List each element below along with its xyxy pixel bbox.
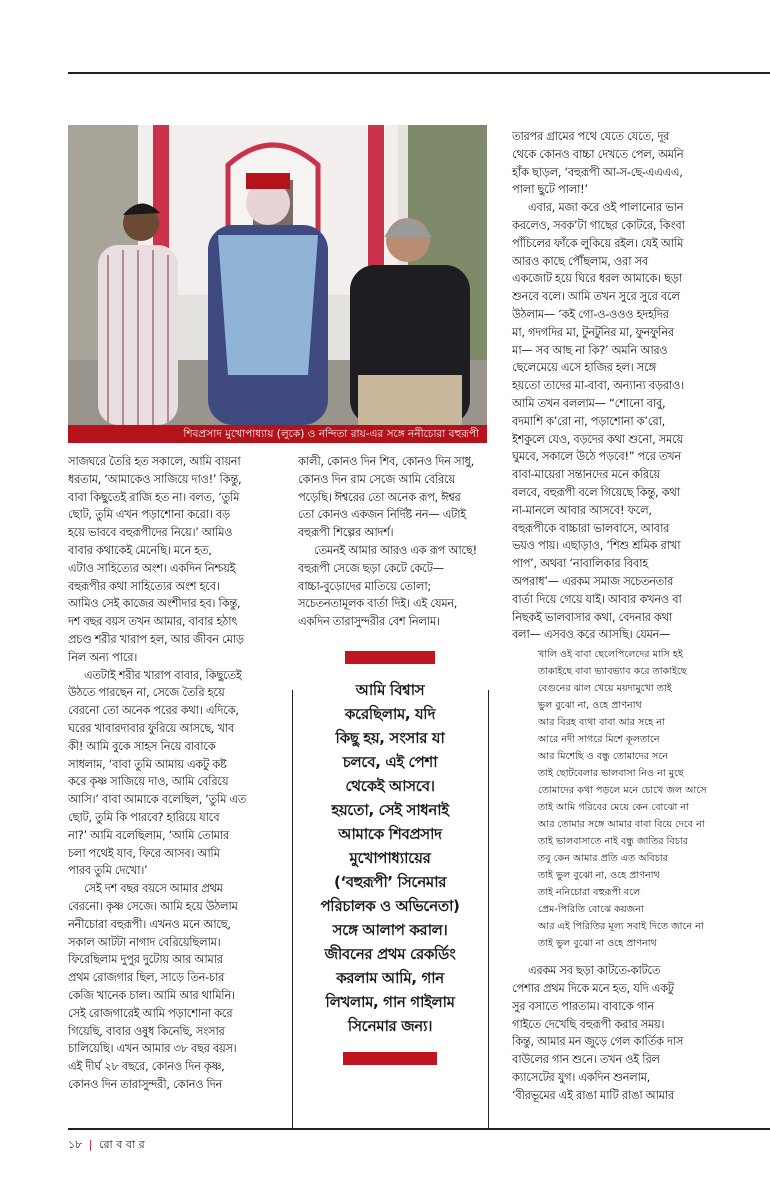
photo-illustration (68, 125, 487, 425)
text-line: বলবে, বহুরূপী বলে গিয়েছে কিন্তু, কথা (512, 484, 680, 499)
column-divider-right (488, 690, 489, 1128)
text-line: বাবা-মায়েরা সন্তানদের মনে করিয়ে (512, 467, 660, 482)
pull-quote-line: আমাকে শিবপ্রসাদ (338, 824, 442, 843)
poem-line: তবু কেন আমার প্রতি এত অবিচার (538, 853, 668, 865)
text-line: হয়তো তাদের মা-বাবা, অন্যান্য বড়রাও। (512, 378, 684, 393)
text-line: পালা ছুটে পালা!’ (512, 182, 588, 197)
column-divider-left (292, 690, 293, 1128)
text-line: ছোট, তুমি এখন পড়াশোনা করো। বড় (68, 507, 230, 522)
column-1-flow (68, 453, 284, 1094)
pull-quote-line: হয়তো, সেই সাধনাই (331, 800, 449, 819)
poem-line: আর মিশেছি ও বন্ধু তোমাদের সনে (538, 751, 668, 763)
text-line: বাবা কিছুতেই রাজি হত না। বলত, ‘তুমি (68, 489, 240, 504)
text-line: এটাও সাহিত্যের অংশ। একদিন নিশ্চয়ই (68, 560, 236, 575)
text-line: নিছকই ভালবাসার কথা, বেদনার কথা (512, 609, 672, 624)
text-line: ছোট, তুমি কি পারবে? হারিয়ে যাবে (68, 809, 220, 824)
text-line: বহুরূপী সেজে ছড়া কেটে কেটে— (298, 560, 444, 575)
text-line: এই দীর্ঘ ২৮ বছরে, কোনও দিন কৃষ্ণ, (68, 1059, 225, 1074)
text-line: এবার, মজা করে ওই পালানোর ভান (528, 200, 684, 215)
poem-line: আর এই পিরিতির মূল্য সবাই দিতে জানে না (538, 921, 704, 933)
text-line: পারব তুমি দেখো।’ (68, 863, 148, 878)
text-line: আমি তখন বললাম— “শোনো বাবু, (512, 395, 666, 410)
text-line: কী! আমি বুকে সাহস নিয়ে বাবাকে (68, 738, 216, 753)
article-column-3-ending (512, 962, 766, 1104)
column-3-flow (512, 128, 766, 1104)
text-line: গাইতে দেখেছি বহুরূপী করার সময়। (512, 1016, 665, 1031)
text-line: পেশার প্রথম দিকে মনে হত, যদি একটু (512, 980, 674, 995)
column-2-flow (298, 453, 482, 1065)
article-column-1 (68, 453, 284, 1094)
pull-quote-line: সঙ্গে আলাপ করাল। (332, 920, 448, 939)
text-line: পাপ’, অথবা ‘নাবালিকার বিবাহ (512, 556, 648, 571)
text-line: ননীচোরা বহুরূপী। এখনও মনে আছে, (68, 916, 231, 931)
text-line: থেকে কোনও বাচ্চা দেখতে পেল, অমনি (512, 146, 684, 161)
pull-quote-line: চলবে, এই পেশা (342, 752, 438, 771)
text-line: সেই দশ বছর বয়সে আমার প্রথম (84, 881, 223, 896)
text-line: মা, গদগদির মা, টুনটুনির মা, ফুনফুনির (512, 324, 674, 339)
text-line: বেরনো। কৃষ্ণ সেজে। আমি হয়ে উঠলাম (68, 898, 238, 913)
text-line: তারপর গ্রামের পথে যেতে যেতে, দূর (512, 129, 670, 143)
text-line: ঘুমবে, সকালে উঠে পড়বে!” পরে তখন (512, 449, 681, 464)
text-line: দশ বছর বয়স তখন আমার, বাবার হঠাৎ (68, 614, 238, 629)
text-line: উঠতে পারছেন না, সেজে তৈরি হয়ে (68, 685, 225, 700)
text-line: একদিন তারাসুন্দরীর বেশ নিলাম। (298, 614, 440, 629)
pull-quote-line: করেছিলাম, যদি (344, 704, 436, 723)
pull-quote-line: সিনেমার জন্য। (347, 1016, 433, 1035)
text-line: আসি।’ বাবা আমাকে বলেছিল, ‘তুমি এত (68, 792, 247, 807)
poem-line: প্রেম-পিরিতি বোঝে কয়জনা (538, 904, 644, 916)
text-line: বদমাশি ক’রো না, পড়াশোনা ক’রো, (512, 413, 665, 428)
text-line: সাধলাম, ‘বাবা তুমি আমায় একটু কষ্ট (68, 756, 227, 771)
poem-line: বেগুনের ঝাল খেয়ে ময়দামুখো তাই (538, 683, 672, 695)
text-line: ফিরেছিলাম দুপুর দুটোয় আর আমার (68, 952, 223, 967)
text-line: ঘরের খাবারদাবার ফুরিয়ে আসছে, খাব (68, 720, 235, 735)
page-footer (68, 1136, 145, 1155)
poem-verse (512, 646, 766, 952)
text-line: বলা— এসবও করে আসছি। যেমন— (512, 627, 671, 642)
pull-quote-line: আমি বিশ্বাস (355, 680, 425, 699)
poem-line: তাই আমি গরিবের মেয়ে কেন বোঝো না (538, 802, 689, 814)
poem-line: তাই ননিচোরা বহুরূপী বলে (538, 887, 641, 899)
poem-line: তোমাদের কথা পড়লে মনে চোখে জল আসে (538, 785, 707, 797)
text-line: পাঁচিলের ফাঁকে লুকিয়ে রইল। যেই আমি (512, 235, 684, 250)
pull-quote-line: থেকেই আসবে। (345, 776, 435, 795)
text-line: পড়েছি। ঈশ্বরের তো অনেক রূপ, ঈশ্বর (298, 489, 461, 504)
text-line: সেই রোজগারেই আমি পড়াশোনা করে (68, 1005, 233, 1020)
text-line: শুনবে বলে। আমি তখন সুরে সুরে বলে (512, 289, 680, 304)
text-line: বাবার কথাকেই মেনেছি। মনে হত, (68, 542, 212, 557)
text-line: কোনও দিন রাম সেজে আমি বেরিয়ে (298, 471, 455, 486)
text-line: বার্তা দিয়ে গেয়ে যাই। আবার কখনও বা (512, 591, 682, 606)
poem-line: তাই ভালবাসাতে নাই বন্ধু জাতির বিচার (538, 836, 688, 848)
poem-line: আরে নদী সাগরে মিশে কূলতানে (538, 734, 660, 746)
poem-line: খালি ওই বাবা ছেলেপিলেদের মাসি হই (538, 649, 683, 661)
poem-line: ভুল বুঝো না, ওহে প্রাণনাথ (538, 700, 642, 712)
text-line: বহুরূপীর কথা সাহিত্যের অংশ হবে। (68, 578, 220, 593)
page-number: ১৮ (68, 1138, 83, 1151)
article-column-3 (512, 128, 766, 644)
text-line: সকাল আটটা নাগাদ বেরিয়েছিলাম। (68, 934, 221, 949)
text-line: কালী, কোনও দিন শিব, কোনও দিন সাধু, (298, 454, 474, 468)
poem-line: আর তোমার সঙ্গে আমার বাবা বিয়ে দেবে না (538, 819, 705, 831)
text-line: তো কোনও একজন নির্দিষ্ট নন— এটাই (298, 507, 466, 522)
pull-quote (298, 678, 482, 1038)
footer-separator: | (88, 1138, 93, 1151)
top-rule (68, 72, 770, 74)
pull-quote-line: কিছু হয়, সংসার যা (335, 728, 445, 747)
pull-quote-bottom-bar (343, 1052, 437, 1065)
text-line: কোনও দিন তারাসুন্দরী, কোনও দিন (68, 1076, 222, 1091)
text-line: বেরনো তো অনেক পরের কথা। এদিকে, (68, 703, 239, 718)
text-line: এরকম সব ছড়া কাটতে-কাটতে (528, 963, 661, 978)
text-line: গিয়েছি, বাবার ওষুধ কিনেছি, সংসার (68, 1023, 225, 1038)
poem-line: তাই ছোটবেলার ভালবাসা নিও না মুছে (538, 768, 684, 780)
text-line: হয়ে ভাববে বহুরূপীদের নিয়ে।’ আমিও (68, 525, 233, 540)
text-line: আরও কাছে পৌঁছলাম, ওরা সব (512, 253, 648, 268)
text-line: ইশকুলে যেও, বড়দের কথা শুনো, সময়ে (512, 431, 683, 446)
pull-quote-line: (‘বহুরূপী’ সিনেমার (333, 872, 447, 891)
text-line: নিল অন্য পারে। (68, 649, 138, 664)
text-line: আমিও সেই কাজের অংশীদার হব। কিন্তু, (68, 596, 241, 611)
text-line: বাচ্চা-বুড়োদের মাতিয়ে তোলা; (298, 578, 431, 593)
text-line: উঠলাম— ‘কই গো-ও-ওওও হদহদির (512, 306, 669, 321)
text-line: বাউলের গান শুনে। তখন ওই রিল (512, 1052, 660, 1067)
text-line: না?’ আমি বলেছিলাম, ‘আমি তোমার (68, 827, 229, 842)
pull-quote-line: মুখোপাধ্যায়ের (349, 848, 431, 867)
text-line: মা— সব আছ না কি?’ অমনি আরও (512, 342, 668, 357)
text-line: সাজঘরে তৈরি হত সকালে, আমি বায়না (68, 454, 241, 468)
text-line: প্রচণ্ড শরীর খারাপ হল, আর জীবন মোড় (68, 631, 244, 646)
text-line: একজোট হয়ে ঘিরে ধরল আমাকে। ছড়া (512, 271, 682, 286)
bottom-rule (68, 1128, 770, 1130)
article-column-2 (298, 453, 482, 631)
pull-quote-line: জীবনের প্রথম রেকর্ডিং (324, 944, 456, 963)
text-line: তেমনই আমার আরও এক রূপ আছে! (314, 542, 477, 557)
pull-quote-line: লিখলাম, গান গাইলাম (325, 992, 455, 1011)
text-line: অপরাধ’— এরকম সমাজ সচেতনতার (512, 573, 674, 588)
text-line: করে কৃষ্ণ সাজিয়ে দাও, আমি বেরিয়ে (68, 774, 229, 789)
text-line: ধরতাম, ‘আমাকেও সাজিয়ে দাও!’ কিন্তু, (68, 471, 242, 486)
text-line: ছেলেমেয়ে এসে হাজির হল। সঙ্গে (512, 360, 656, 375)
text-line: বহুরূপীকে বাচ্চারা ভালবাসে, আবার (512, 520, 670, 535)
text-line: এতটাই শরীর খারাপ বাবার, কিছুতেই (84, 667, 242, 682)
text-line: ভয়ও পায়। এছাড়াও, ‘শিশু শ্রমিক রাখা (512, 538, 681, 553)
text-line: হাঁক ছাড়ল, ‘বহুরূপী আ-স-ছে-এএএএ, (512, 164, 683, 179)
text-line: বহুরূপী শিল্পের আদর্শ। (298, 525, 394, 540)
text-line: ক্যাসেটের যুগ। একদিন শুনলাম, (512, 1069, 651, 1084)
pull-quote-line: পরিচালক ও অভিনেতা) (320, 896, 460, 915)
pull-quote-line: করলাম আমি, গান (336, 968, 444, 987)
text-line: সুর বসাতে পারতাম। বাবাকে গান (512, 998, 654, 1013)
text-line: চলা পথেই যাব, ফিরে আসব। আমি (68, 845, 220, 860)
text-line: ‘বীরভূমের এই রাঙা মাটি রাঙা আমার (512, 1087, 674, 1102)
text-line: কেজি খানেক চাল। আমি আর থামিনি। (68, 987, 235, 1002)
pull-quote-top-bar (345, 651, 435, 664)
text-line: সচেতনতামূলক বার্তা দিই। এই যেমন, (298, 596, 458, 611)
photo-caption: শিবপ্রসাদ মুখোপাধ্যায় (লুকে) ও নন্দিতা রায়-এর সঙ্গে ননীচোরা বহুরূপী (68, 425, 487, 443)
text-line: চালিয়েছি। এখন আমার ৩৮ বছর বয়স। (68, 1041, 237, 1056)
article-photo (68, 125, 487, 425)
text-line: প্রথম রোজগার ছিল, সাড়ে তিন-চার (68, 970, 225, 985)
poem-line: তাকাইছে বাবা ভ্যাবভ্যাব করে তাকাইছে (538, 666, 687, 678)
poem-line: তাই ভুল বুঝো না, ওহে প্রাণনাথ (538, 870, 660, 882)
poem-line: আর বিরহ ব্যথা বাবা আর সহে না (538, 717, 665, 729)
poem-line: তাই ভুল বুঝো না ওহে প্রাণনাথ (538, 938, 657, 950)
text-line: না-মানলে আবার আসবে! ফলে, (512, 502, 652, 517)
text-line: কিন্তু, আমার মন জুড়ে গেল কার্তিক দাস (512, 1034, 684, 1049)
magazine-name: রো ব বা র (99, 1138, 145, 1151)
text-line: করলেও, সবক’টা গাছের কোটরে, কিংবা (512, 217, 685, 232)
